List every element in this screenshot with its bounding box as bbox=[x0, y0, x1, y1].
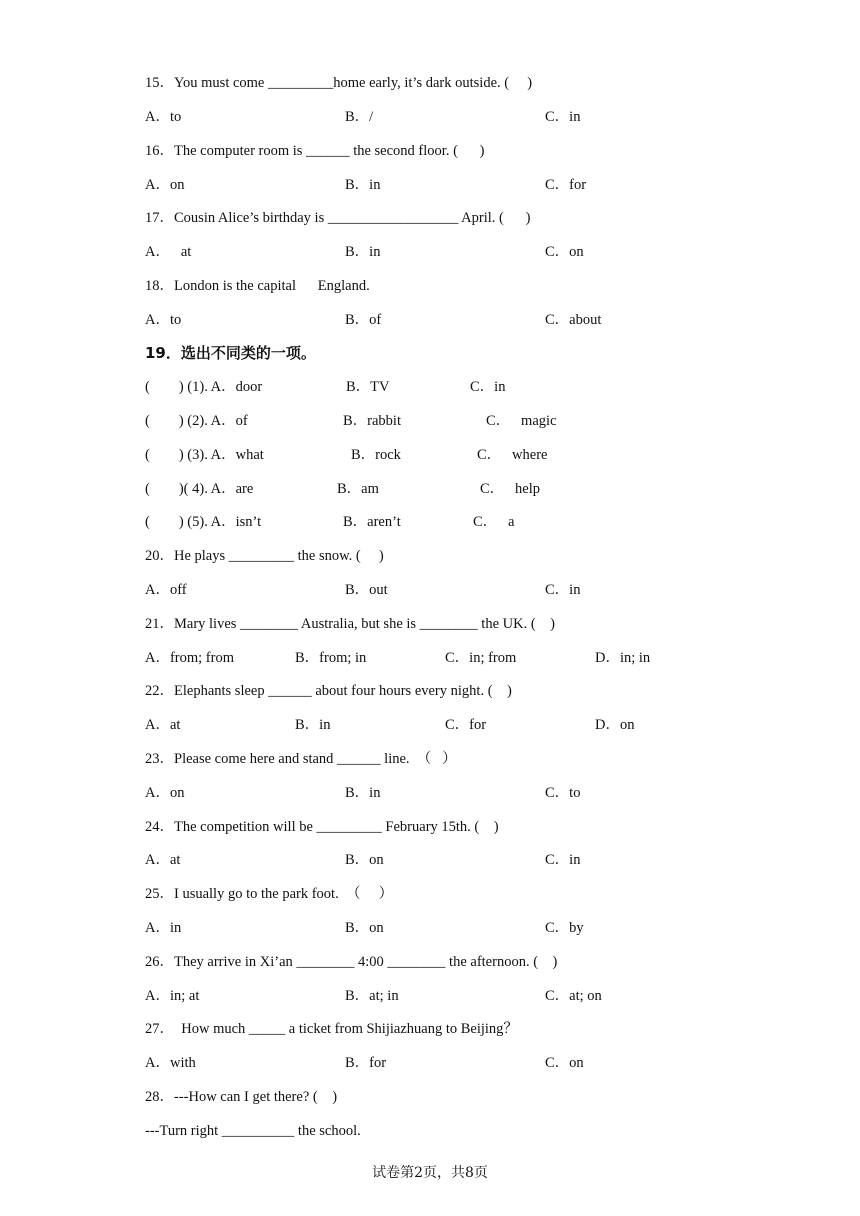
q21-option-d: D．in; in bbox=[595, 650, 651, 666]
q17-option-c: C．on bbox=[545, 244, 584, 260]
q17-stem: 17．Cousin Alice’s birthday is __________________ April. ( ) bbox=[145, 210, 531, 226]
q19-stem: 19．选出不同类的一项。 bbox=[145, 344, 316, 362]
q27-option-c: C．on bbox=[545, 1055, 584, 1071]
q20-option-b: B．out bbox=[345, 582, 388, 598]
q19-item-1: ( ) (1). A．door bbox=[145, 379, 263, 395]
q16-option-a: A．on bbox=[145, 177, 185, 193]
q19-item-3-option-c: C． where bbox=[477, 447, 548, 463]
q20-stem: 20．He plays _________ the snow. ( ) bbox=[145, 548, 384, 564]
q27-stem: 27． How much _____ a ticket from Shijiazhuang to Beijing？ bbox=[145, 1021, 518, 1037]
q21-option-b: B．from; in bbox=[295, 650, 367, 666]
q19-item-4-option-c: C． help bbox=[480, 481, 541, 497]
q28-stem: 28．---How can I get there? ( ) bbox=[145, 1089, 338, 1105]
q17-option-a: A． at bbox=[145, 244, 192, 260]
q19-item-1-option-b: B．TV bbox=[346, 379, 390, 395]
q19-item-1-option-c: C．in bbox=[470, 379, 506, 395]
q18-option-a: A．to bbox=[145, 312, 182, 328]
q19-item-4: ( )( 4). A．are bbox=[145, 481, 254, 497]
q23-stem: 23．Please come here and stand ______ line. （ ） bbox=[145, 751, 457, 767]
q15-option-b: B．/ bbox=[345, 109, 374, 125]
q22-option-c: C．for bbox=[445, 717, 487, 733]
q20-option-c: C．in bbox=[545, 582, 581, 598]
q19-item-4-option-b: B．am bbox=[337, 481, 379, 497]
q18-option-c: C．about bbox=[545, 312, 602, 328]
q25-option-b: B．on bbox=[345, 920, 384, 936]
q21-option-a: A．from; from bbox=[145, 650, 234, 666]
q19-item-5: ( ) (5). A．isn’t bbox=[145, 514, 262, 530]
q21-option-c: C．in; from bbox=[445, 650, 517, 666]
q22-option-d: D．on bbox=[595, 717, 635, 733]
q16-option-c: C．for bbox=[545, 177, 587, 193]
q15-option-a: A．to bbox=[145, 109, 182, 125]
q18-option-b: B．of bbox=[345, 312, 382, 328]
q17-option-b: B．in bbox=[345, 244, 381, 260]
q26-option-b: B．at; in bbox=[345, 988, 399, 1004]
q19-item-5-option-c: C． a bbox=[473, 514, 515, 530]
q16-stem: 16．The computer room is ______ the second floor. ( ) bbox=[145, 143, 485, 159]
q25-option-a: A．in bbox=[145, 920, 182, 936]
q26-option-a: A．in; at bbox=[145, 988, 200, 1004]
q26-option-c: C．at; on bbox=[545, 988, 602, 1004]
q19-item-3: ( ) (3). A．what bbox=[145, 447, 264, 463]
q19-item-5-option-b: B．aren’t bbox=[343, 514, 401, 530]
q20-option-a: A．off bbox=[145, 582, 187, 598]
q24-option-c: C．in bbox=[545, 852, 581, 868]
q24-option-a: A．at bbox=[145, 852, 181, 868]
q19-item-2-option-c: C． magic bbox=[486, 413, 557, 429]
q19-item-2-option-b: B．rabbit bbox=[343, 413, 401, 429]
q15-stem: 15．You must come _________home early, it’s dark outside. ( ) bbox=[145, 75, 533, 91]
q24-option-b: B．on bbox=[345, 852, 384, 868]
q24-stem: 24．The competition will be _________ February 15th. ( ) bbox=[145, 819, 499, 835]
q15-option-c: C．in bbox=[545, 109, 581, 125]
q26-stem: 26．They arrive in Xi’an ________ 4:00 ________ the afternoon. ( ) bbox=[145, 954, 558, 970]
q19-item-2: ( ) (2). A．of bbox=[145, 413, 248, 429]
q27-option-a: A．with bbox=[145, 1055, 196, 1071]
q22-stem: 22．Elephants sleep ______ about four hours every night. ( ) bbox=[145, 683, 512, 699]
q23-option-c: C．to bbox=[545, 785, 581, 801]
page-footer: 试卷第2页，共8页 bbox=[372, 1165, 488, 1181]
q25-option-c: C．by bbox=[545, 920, 584, 936]
q19-item-3-option-b: B．rock bbox=[351, 447, 401, 463]
q28-line2: ---Turn right __________ the school. bbox=[145, 1123, 361, 1139]
q23-option-b: B．in bbox=[345, 785, 381, 801]
q21-stem: 21．Mary lives ________ Australia, but she is ________ the UK. ( ) bbox=[145, 616, 555, 632]
q25-stem: 25．I usually go to the park foot. （ ） bbox=[145, 886, 394, 902]
q23-option-a: A．on bbox=[145, 785, 185, 801]
q22-option-b: B．in bbox=[295, 717, 331, 733]
q22-option-a: A．at bbox=[145, 717, 181, 733]
q27-option-b: B．for bbox=[345, 1055, 387, 1071]
q16-option-b: B．in bbox=[345, 177, 381, 193]
q18-stem: 18．London is the capital England. bbox=[145, 278, 370, 294]
